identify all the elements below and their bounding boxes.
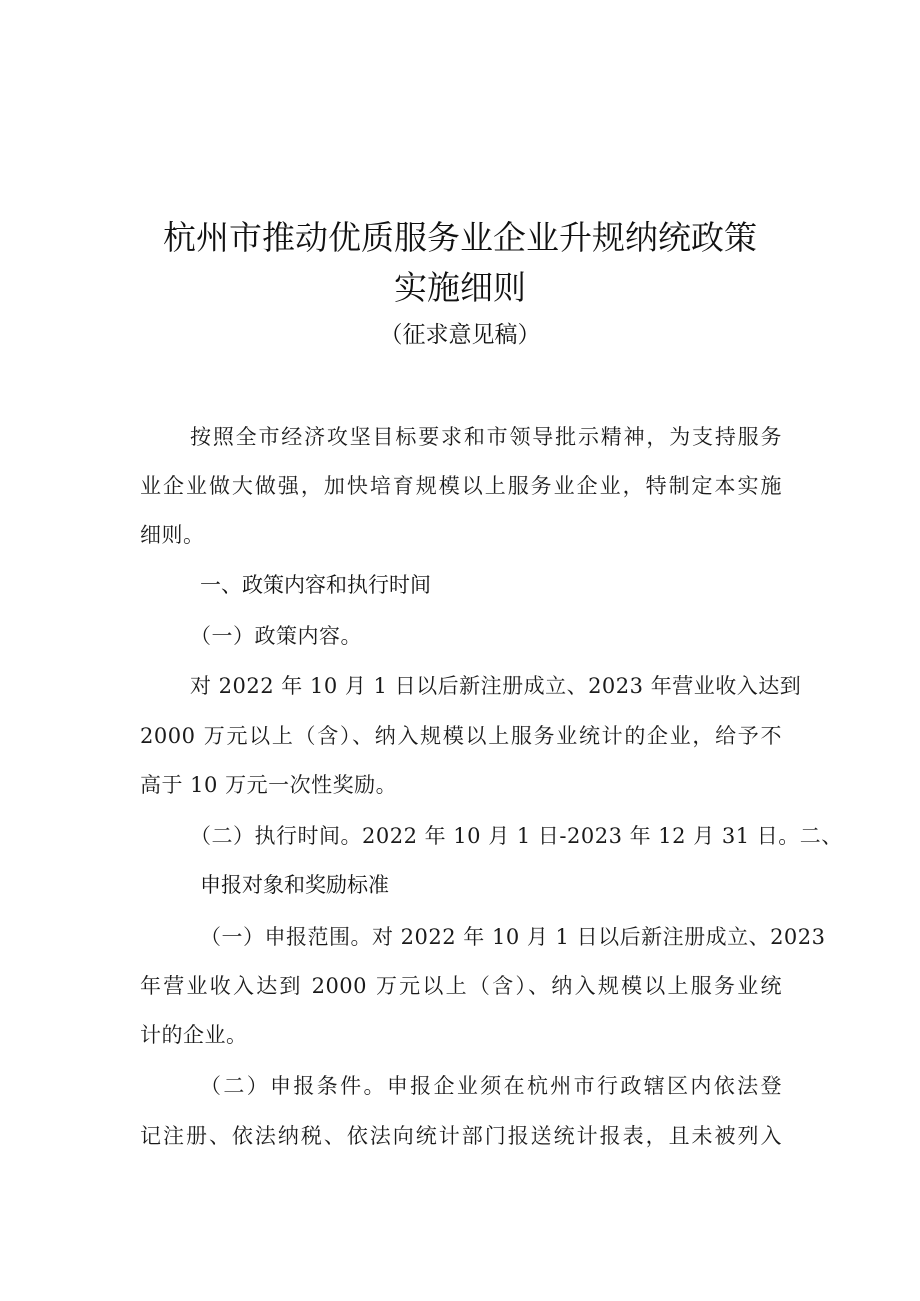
section-2-paragraph-1-line-2: 年营业收入达到 2000 万元以上（含）、纳入规模以上服务业统 xyxy=(140,974,782,998)
intro-line-2: 业企业做大做强，加快培育规模以上服务业企业，特制定本实施 xyxy=(140,474,782,498)
document-title-line-2: 实施细则 xyxy=(394,268,526,307)
document-title-line-1: 杭州市推动优质服务业企业升规纳统政策 xyxy=(163,218,757,257)
document-subtitle: （征求意见稿） xyxy=(379,322,541,348)
section-1-heading: 一、政策内容和执行时间 xyxy=(200,573,431,597)
intro-line-3: 细则。 xyxy=(140,523,205,547)
section-2-paragraph-2-line-2: 记注册、依法纳税、依法向统计部门报送统计报表，且未被列入 xyxy=(140,1124,782,1148)
section-1-paragraph-line-1: 对 2022 年 10 月 1 日以后新注册成立、2023 年营业收入达到 xyxy=(190,674,802,698)
section-2-heading: 申报对象和奖励标准 xyxy=(200,873,389,897)
section-2-paragraph-1-line-1: （一）申报范围。对 2022 年 10 月 1 日以后新注册成立、2023 xyxy=(200,925,826,949)
section-1-paragraph-line-2: 2000 万元以上（含）、纳入规模以上服务业统计的企业，给予不 xyxy=(140,724,782,748)
section-1-paragraph-line-3: 高于 10 万元一次性奖励。 xyxy=(140,773,398,797)
section-2-paragraph-2-line-1: （二）申报条件。申报企业须在杭州市行政辖区内依法登 xyxy=(200,1074,782,1098)
intro-line-1: 按照全市经济攻坚目标要求和市领导批示精神，为支持服务 xyxy=(190,425,782,449)
section-1-item-1-label: （一）政策内容。 xyxy=(190,624,362,648)
section-2-paragraph-1-line-3: 计的企业。 xyxy=(140,1023,248,1047)
section-1-item-2: （二）执行时间。2022 年 10 月 1 日-2023 年 12 月 31 日。二、 xyxy=(190,824,843,848)
